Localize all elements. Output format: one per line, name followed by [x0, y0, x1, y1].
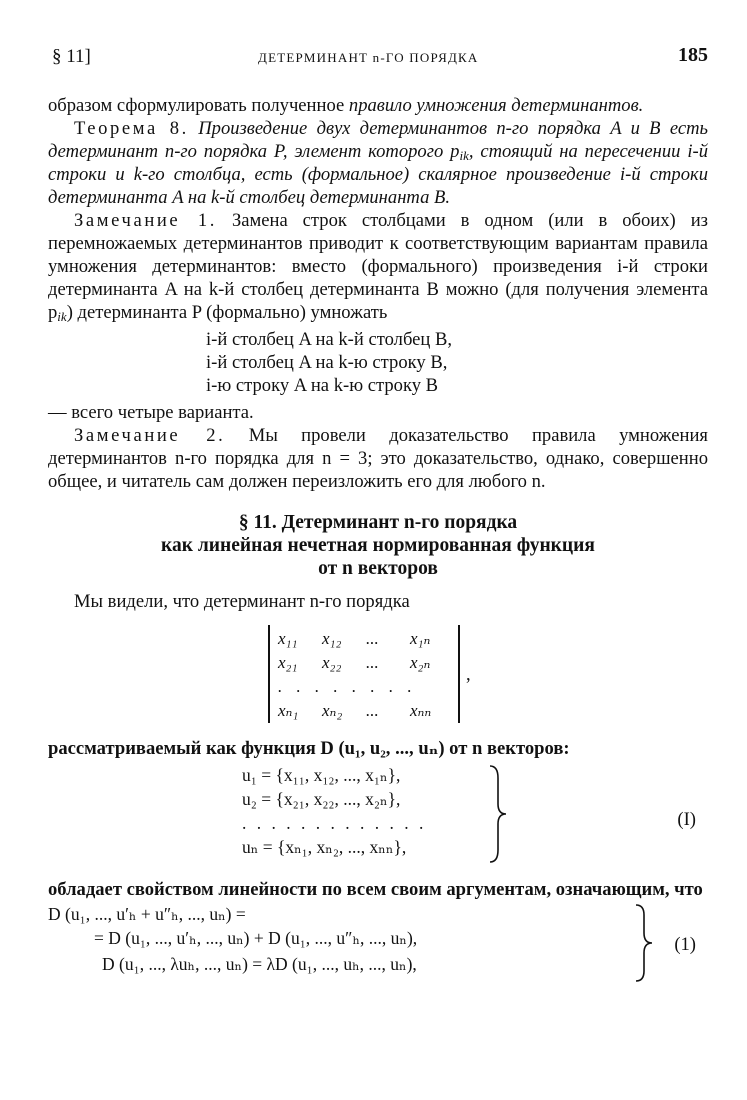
vector-definitions [48, 764, 708, 878]
right-brace-icon [634, 903, 654, 983]
matrix-cell: x₂₂ [322, 653, 342, 672]
linearity-equations [48, 903, 708, 987]
remark1-subscript: ik [57, 309, 67, 324]
matrix-row [278, 699, 454, 722]
remark2-text: Мы провели доказательство правила умножения детерминантов n-го порядка для n = 3; это доказательство, однако, совершенно общее, и читатель сам должен переизложить его для любого n. [48, 425, 708, 492]
variant-item: i-ю строку A на k-ю строку B [206, 375, 439, 396]
header-title: ДЕТЕРМИНАНТ n-ГО ПОРЯДКА [258, 50, 479, 65]
vector-line: . . . . . . . . . . . . . [242, 813, 427, 833]
variant-item: i-й столбец A на k-ю строку B, [206, 352, 448, 373]
variants-tail: — всего четыре варианта. [48, 402, 254, 423]
paragraph-determinant-intro: Мы видели, что детерминант n-го порядка [74, 591, 410, 612]
matrix-cell: xₙ₂ [322, 701, 343, 720]
matrix-cell: ... [366, 653, 379, 672]
theorem-text: Произведение двух детерминантов n-го порядка A и B есть детерминант n-го порядка P, элемент которого p [48, 118, 708, 162]
matrix-cell: xₙₙ [410, 701, 432, 720]
section-heading-line: от n векторов [318, 558, 438, 579]
theorem-8 [48, 117, 708, 209]
remark-2 [48, 424, 708, 493]
matrix-cell: x₁₂ [322, 629, 342, 648]
remark2-label: Замечание 2. [74, 425, 226, 446]
theorem-label: Теорема 8. [74, 118, 189, 139]
variant-item: i-й столбец A на k-й столбец B, [206, 329, 453, 350]
system-label: (I) [677, 809, 696, 830]
matrix-left-bar [268, 625, 270, 723]
page-body [48, 94, 708, 987]
equation-line: D (u₁, ..., λuₕ, ..., uₙ) = λD (u₁, ..., uₕ, ..., uₙ), [102, 954, 417, 974]
matrix-cell: ... [366, 629, 379, 648]
section-heading [48, 511, 708, 580]
paragraph-linearity: обладает свойством линейности по всем своим аргументам, означающим, что [48, 879, 703, 900]
theorem-text-rest: , стоящий на пересечении i-й строки и k-го столбца, есть (формальное) скалярное произведение i-й строки детерминанта A на k-й столбец детерминанта B. [48, 141, 708, 208]
intro-emphasis: правило умножения детерминантов. [348, 95, 644, 116]
matrix-cell: x₂ₙ [410, 653, 431, 672]
determinant-matrix [268, 623, 528, 727]
intro-paragraph [48, 94, 708, 117]
matrix-row [278, 627, 454, 650]
matrix-cell: xₙ₁ [278, 701, 299, 720]
equation-line: D (u₁, ..., u′ₕ + u″ₕ, ..., uₙ) = [48, 904, 246, 924]
matrix-cell: x₁ₙ [410, 629, 431, 648]
vector-line: uₙ = {xₙ₁, xₙ₂, ..., xₙₙ}, [242, 837, 407, 857]
right-brace-icon [488, 764, 508, 864]
remark1-label: Замечание 1. [74, 210, 217, 231]
variants-list [206, 328, 708, 397]
intro-text: образом сформулировать полученное [48, 95, 349, 116]
matrix-cell: x₁₁ [278, 629, 298, 648]
book-page [48, 40, 708, 974]
remark-1 [48, 209, 708, 324]
matrix-comma: , [466, 664, 471, 685]
section-heading-line: § 11. Детерминант n-го порядка [238, 512, 518, 533]
vector-line: u₂ = {x₂₁, x₂₂, ..., x₂ₙ}, [242, 789, 401, 809]
equation-label: (1) [674, 934, 696, 955]
header-section: § 11] [52, 46, 91, 67]
matrix-row [278, 651, 454, 674]
vector-line: u₁ = {x₁₁, x₁₂, ..., x₁ₙ}, [242, 765, 401, 785]
equation-line: = D (u₁, ..., u′ₕ, ..., uₙ) + D (u₁, ..., u″ₕ, ..., uₙ), [94, 928, 418, 948]
matrix-cell: x₂₁ [278, 653, 298, 672]
paragraph-function-of-vectors: рассматриваемый как функция D (u₁, u₂, ..., uₙ) от n векторов: [48, 738, 570, 759]
remark1-text-rest: ) детерминанта P (формально) умножать [66, 302, 388, 323]
page-number: 185 [678, 44, 708, 66]
running-header [48, 40, 708, 74]
remark1-text: Замена строк столбцами в одном (или в обоих) из перемножаемых детерминантов приводит к соответствующим вариантам правила умножения детерминантов: вместо (формального) произведения i-й строки детерминанта A на k-й столбец детерминанта B можно (для получения элемента p [48, 210, 708, 323]
matrix-row: . . . . . . . . [278, 677, 417, 696]
section-heading-line: как линейная нечетная нормированная функция [161, 535, 595, 556]
matrix-cell: ... [366, 701, 379, 720]
theorem-subscript: ik [459, 148, 469, 163]
matrix-right-bar [458, 625, 460, 723]
